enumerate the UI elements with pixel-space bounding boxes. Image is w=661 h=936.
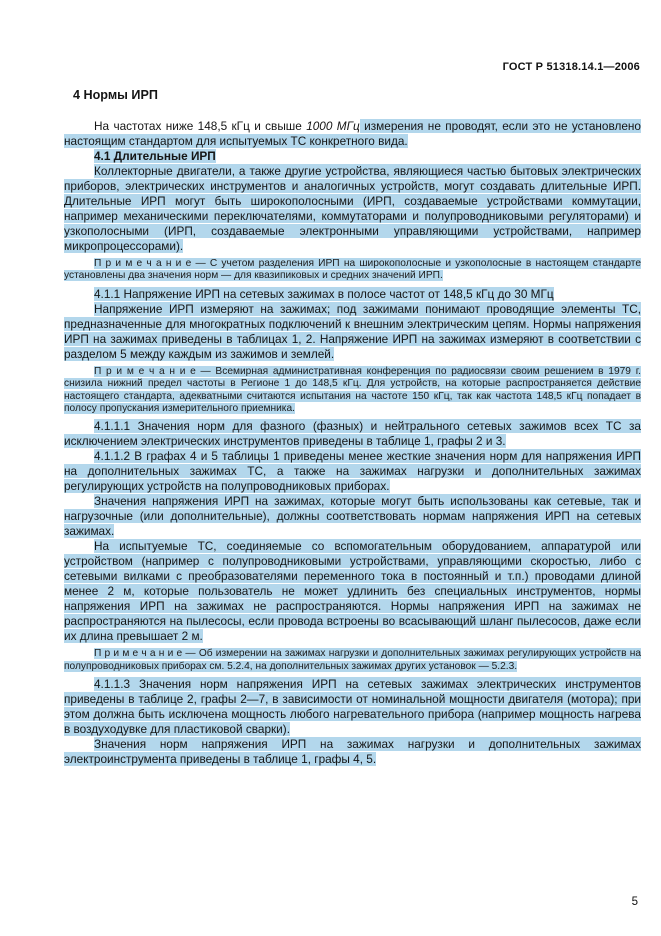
page-number: 5 xyxy=(631,896,638,908)
text-segment: 4.1.1.2 В графах 4 и 5 таблицы 1 приведены менее жесткие значения норм для напряжения ИРП на дополнительных зажимах ТС, а также на зажимах нагрузки и дополнительных зажимах регулирующих устройств на полупроводниковых приборах. xyxy=(64,449,641,494)
paragraph xyxy=(64,539,641,644)
text-segment: 4.1.1.1 Значения норм для фазного (фазных) и нейтрального сетевых зажимов всех ТС за исключением электрических инструментов приведены в таблице 1, графы 2 и 3. xyxy=(64,419,641,449)
text-segment: Коллекторные двигатели, а также другие устройства, являющиеся частью бытовых электрических приборов, электрических инструментов и аналогичных устройств, могут создавать длительные ИРП. Длительные ИРП могут быть широкополосными (ИРП, создаваемые устройствами коммутации, например механическими переключателями, коммутаторами и полупроводниковыми регуляторами) и узкополосными (ИРП, создаваемые электронными управляющими устройствами, например микропроцессорами). xyxy=(64,164,641,253)
text-segment: Значения напряжения ИРП на зажимах, которые могут быть использованы как сетевые, так и нагрузочные (или дополнительные), должны соответствовать нормам напряжения ИРП на сетевых зажимах. xyxy=(64,494,641,539)
note-paragraph xyxy=(64,366,641,416)
paragraph xyxy=(64,677,641,737)
text-segment: П р и м е ч а н и е — Об измерении на зажимах нагрузки и дополнительных зажимах регулирующих устройств на полупроводниковых приборах см. 5.2.4, на дополнительных зажимах других установок — 5.2.3. xyxy=(64,648,641,672)
text-segment: П р и м е ч а н и е — Всемирная административная конференция по радиосвязи своим решением в 1979 г. снизила нижний предел частоты в Регионе 1 до 148,5 кГц. Для устройств, на которые распространяется действие настоящего стандарта, адекватными считаются испытания на частоте 150 кГц, так как частота 148,5 кГц попадает в полосу пропускания измерительного приемника. xyxy=(64,365,641,415)
subsection-heading xyxy=(64,149,641,164)
text-segment: Значения норм напряжения ИРП на зажимах нагрузки и дополнительных зажимах электроинструмента приведены в таблице 1, графы 4, 5. xyxy=(64,737,641,767)
text-segment: На испытуемые ТС, соединяемые со вспомогательным оборудованием, аппаратурой или устройством (например с полупроводниковыми устройствами, управляющими скоростью, либо с сетевыми вилками с преобразователями переменного тока в постоянный и т.п.) проводами длиной менее 2 м, которые пользователь не может удлинить без специальных инструментов, нормы напряжения ИРП на зажимах не распространяются. Нормы напряжения ИРП на зажимах не распространяются на пылесосы, если провода встроены во всасывающий шланг пылесосов, даже если их длина превышает 2 м. xyxy=(64,539,641,644)
paragraph xyxy=(64,449,641,494)
note-paragraph xyxy=(64,258,641,283)
paragraph xyxy=(64,737,641,767)
text-segment: 1000 МГц xyxy=(306,119,360,133)
note-paragraph xyxy=(64,648,641,673)
text-segment: измерения не проводят, если это не установлено настоящим стандартом для испытуемых ТС конкретного вида. xyxy=(64,119,641,148)
paragraph xyxy=(64,287,641,302)
section-heading xyxy=(73,88,641,103)
text-segment: Напряжение ИРП измеряют на зажимах; под зажимами понимают проводящие элементы ТС, предназначенные для многократных подключений к внешним электрическим цепям. Нормы напряжения ИРП на зажимах приведены в таблицах 1, 2. Напряжение ИРП на зажимах измеряют в соответствии с разделом 5 между каждым из зажимов и землей. xyxy=(64,301,641,361)
text-segment: 4.1.1.3 Значения норм напряжения ИРП на сетевых зажимах электрических инструментов приведены в таблице 2, графы 2—7, в зависимости от номинальной мощности двигателя (мотора); при этом должна быть исключена мощность любого нагревательного прибора (например мощность нагрева в воздуходувке для пластиковой сварки). xyxy=(64,677,641,737)
paragraph xyxy=(64,164,641,254)
paragraph xyxy=(64,419,641,449)
paragraph xyxy=(64,119,641,149)
paragraph xyxy=(64,494,641,539)
text-segment: 4.1 Длительные ИРП xyxy=(94,149,216,163)
text-segment: П р и м е ч а н и е — С учетом разделения ИРП на широкополосные и узкополосные в настоящем стандарте установлены два значения норм — для квазипиковых и средних значений ИРП. xyxy=(64,258,641,282)
document-content xyxy=(64,88,641,767)
document-header-standard-number: ГОСТ Р 51318.14.1—2006 xyxy=(502,61,640,73)
paragraph xyxy=(64,302,641,362)
text-segment: 4 Нормы ИРП xyxy=(73,88,158,102)
text-segment: 4.1.1 Напряжение ИРП на сетевых зажимах в полосе частот от 148,5 кГц до 30 МГц xyxy=(94,286,554,301)
text-segment: На частотах ниже 148,5 кГц и свыше xyxy=(94,119,307,133)
